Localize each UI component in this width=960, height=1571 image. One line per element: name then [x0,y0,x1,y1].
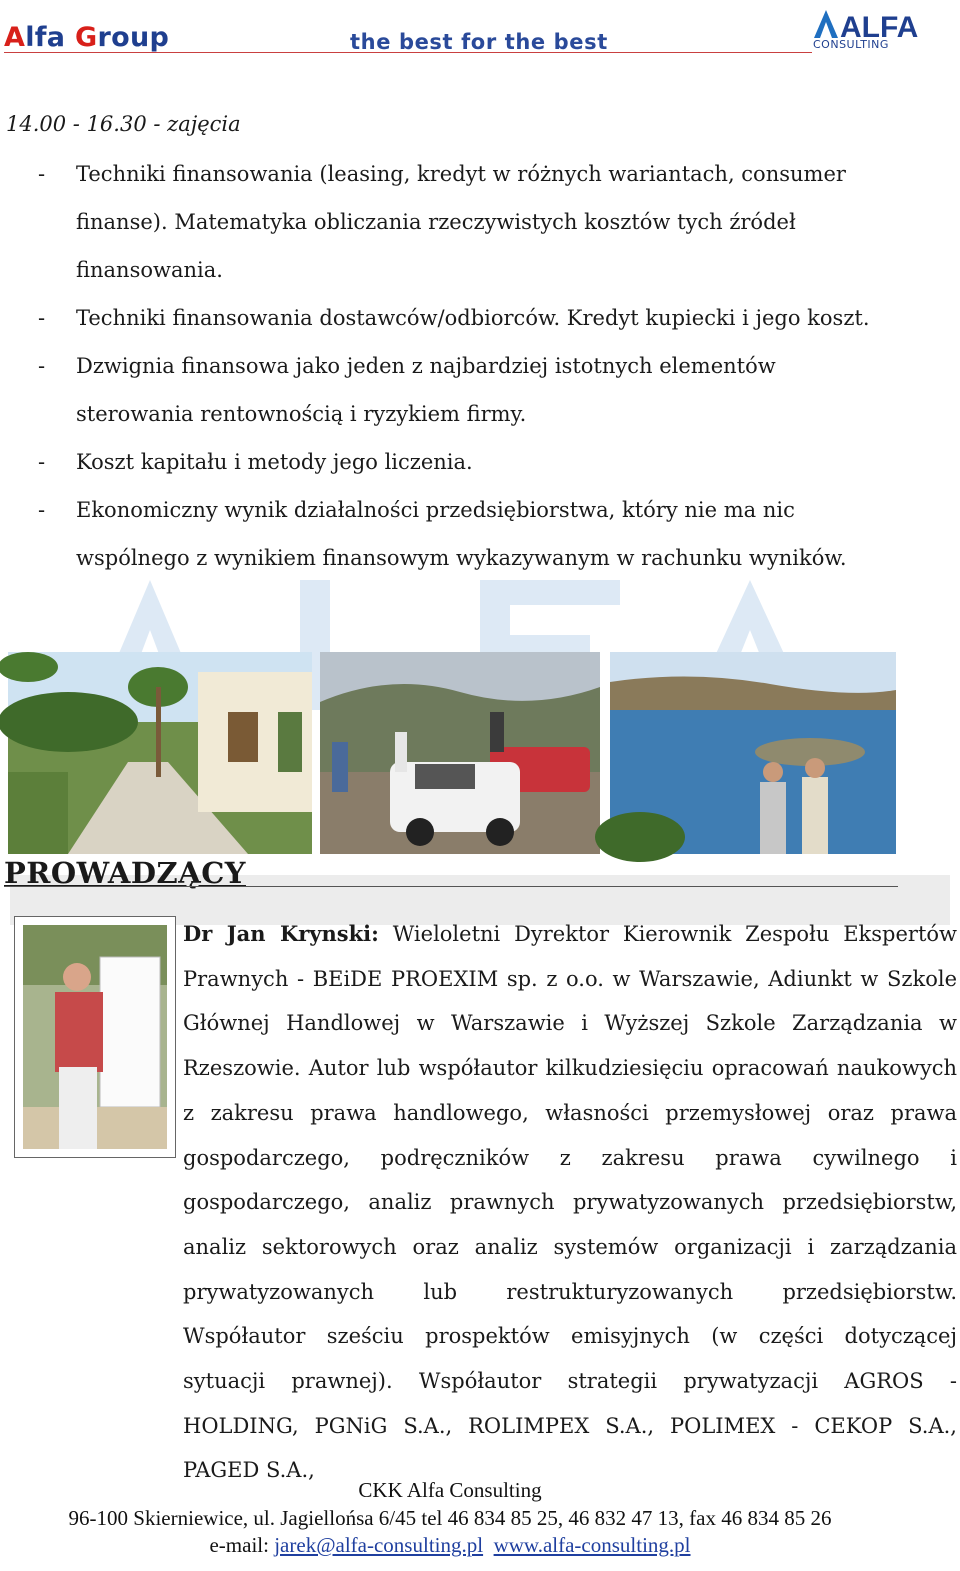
jeeps-photo [320,652,600,854]
email-link[interactable]: jarek@alfa-consulting.pl [274,1533,484,1557]
website-link[interactable]: www.alfa-consulting.pl [493,1533,691,1557]
lecturer-bio [183,912,957,1493]
footer-company: CKK Alfa Consulting [358,1478,542,1502]
list-item: - Ekonomiczny wynik działalności przedsiębiorstwa, który nie ma nic wspólnego z wynikiem finansowym wykazywanym w rachunku wyników. [38,498,847,570]
list-item: - Techniki finansowania dostawców/odbiorców. Kredyt kupiecki i jego koszt. [38,306,870,330]
sea-coast-photo [610,652,896,854]
list-item: - Dzwignia finansowa jako jeden z najbardziej istotnych elementów sterowania rentownością i ryzykiem firmy. [38,354,776,426]
footer-address: 96-100 Skierniewice, ul. Jagiellońsa 6/45 tel 46 834 85 25, 46 832 47 13, fax 46 834 85 26 [68,1506,832,1530]
topic-list [0,150,960,582]
lecturer-portrait [14,916,176,1158]
resort-path-photo [8,652,312,854]
logo-text: ALFA [840,11,919,44]
footer-contact: e-mail: jarek@alfa-consulting.pl www.alfa-consulting.pl [209,1533,691,1557]
lecturer-name: Dr Jan Krynski: [183,921,379,946]
bio-text: Wieloletni Dyrektor Kierownik Zespołu Ekspertów Prawnych - BEiDE PROEXIM sp. z o.o. w Warszawie, Adiunkt w Szkole Głównej Handlowej w Warszawie i Wyższej Szkole Zarządzania w Rzeszowie. Autor lub współautor kilkudziesięciu opracowań naukowych z zakresu prawa handlowego, własności przemysłowej oraz prawa gospodarczego, podręczników z zakresu prawa cywilnego i gospodarczego, analiz prawnych prywatyzowanych przedsiębiorstw, analiz sektorowych oraz analiz systemów organizacji i zarządzania prywatyzowanych lub restrukturyzowanych przedsiębiorstw. Współautor sześciu prospektów emisyjnych (w części dotyczącej sytuacji prawnej). Współautor strategii prywatyzacji AGROS - HOLDING, PGNiG S.A., ROLIMPEX S.A., POLIMEX - CEKOP S.A., PAGED S.A., [183,922,957,1483]
section-title: PROWADZĄCY [4,856,246,890]
brand-name: Alfa Group [4,22,170,53]
section-divider [4,886,898,887]
list-item: - Techniki finansowania (leasing, kredyt w różnych wariantach, consumer finanse). Matematyka obliczania rzeczywistych kosztów tych źródeł finansowania. [38,162,846,282]
logo-subtext: CONSULTING [813,38,889,51]
list-item: - Koszt kapitału i metody jego liczenia. [38,450,473,474]
header-divider [4,52,812,53]
tagline: the best for the best [350,30,608,54]
photo-strip [8,652,896,854]
session-time: 14.00 - 16.30 - zajęcia [6,112,241,136]
